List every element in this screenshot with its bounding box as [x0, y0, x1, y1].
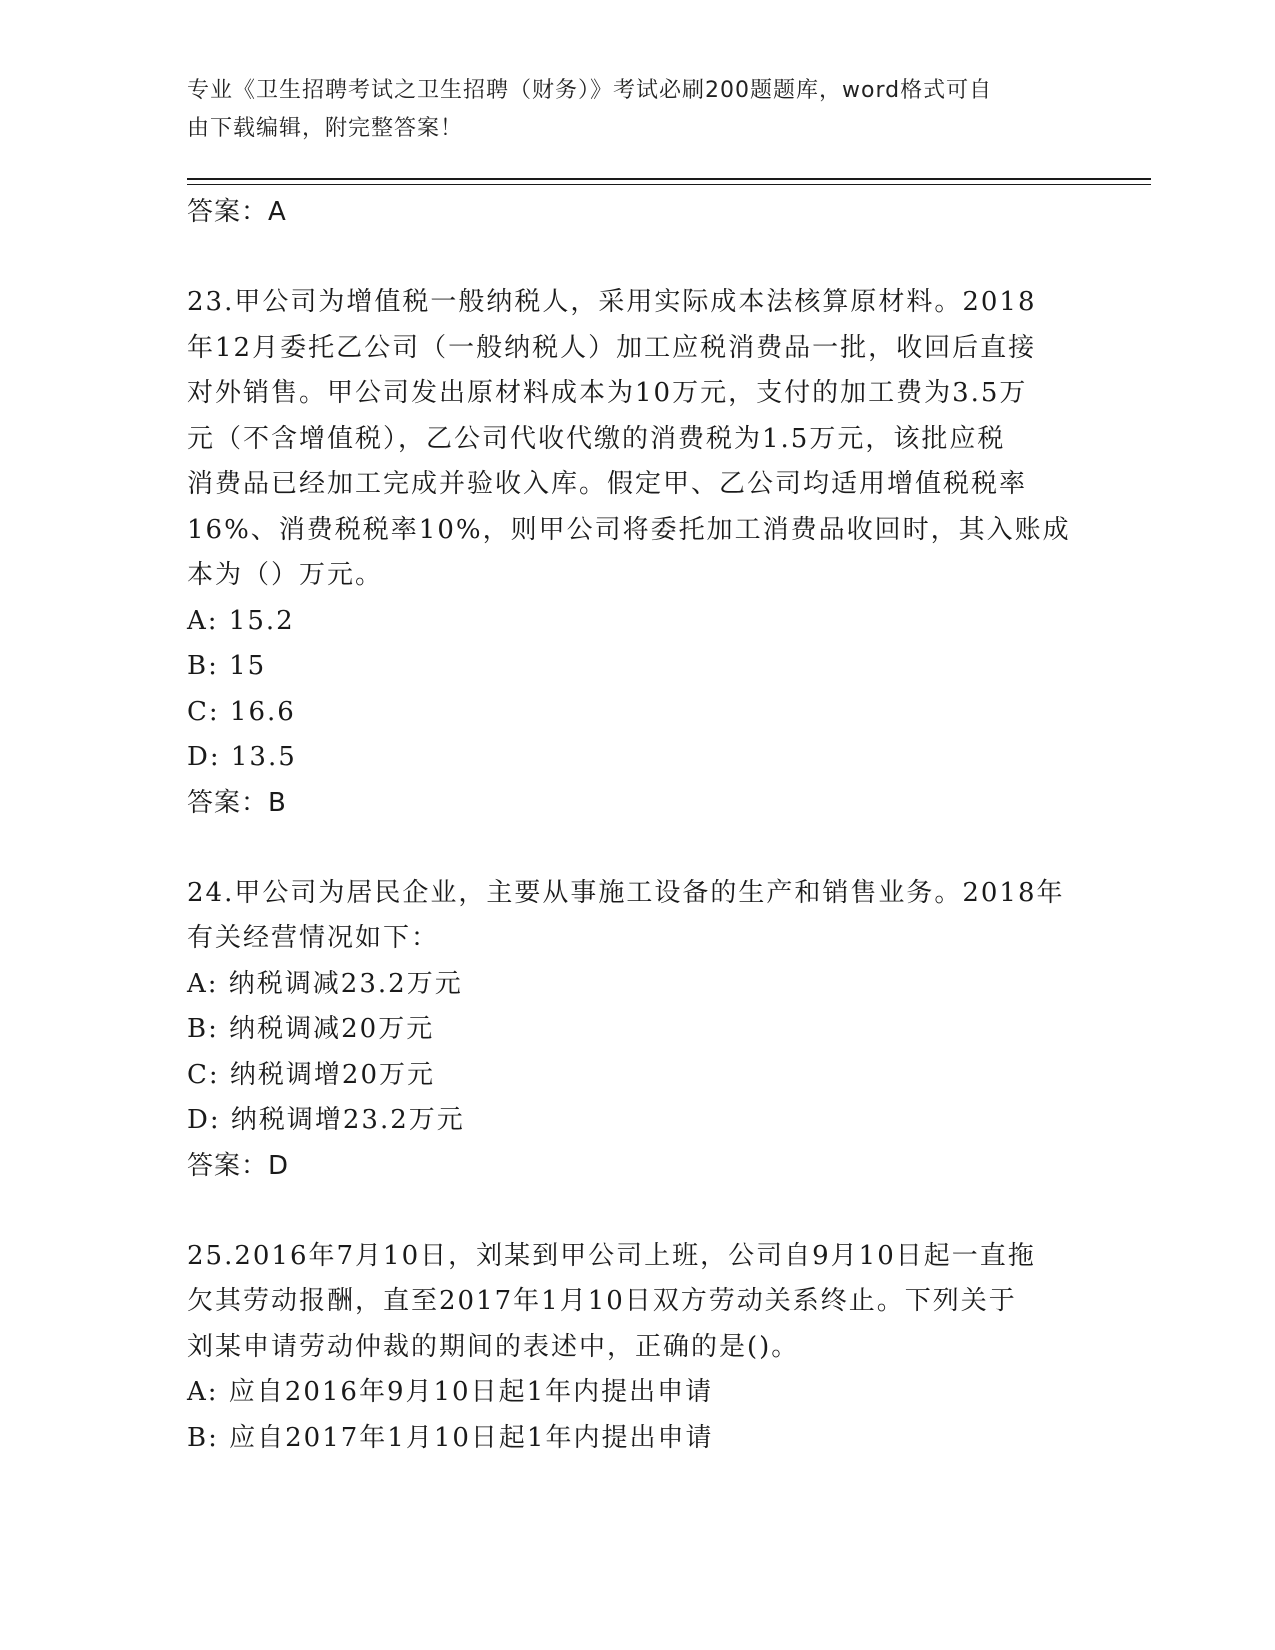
option-b: B: 15 [187, 651, 267, 681]
option-c: C: 纳税调增20万元 [187, 1059, 436, 1090]
option-a: A: 纳税调减23.2万元 [187, 968, 463, 999]
previous-answer: 答案：A [187, 197, 287, 227]
document-header [187, 72, 1067, 148]
question-line: 16%、消费税税率10%，则甲公司将委托加工消费品收回时，其入账成 [187, 514, 1071, 545]
option-a: A: 应自2016年9月10日起1年内提出申请 [187, 1377, 714, 1407]
spacer [187, 1189, 1087, 1234]
option-d: D: 纳税调增23.2万元 [187, 1105, 465, 1135]
question-line: 年12月委托乙公司（一般纳税人）加工应税消费品一批，收回后直接 [187, 332, 1037, 363]
question-line: 欠其劳动报酬，直至2017年1月10日双方劳动关系终止。下列关于 [187, 1286, 1017, 1316]
spacer [187, 235, 1087, 280]
header-rule-thin [187, 184, 1151, 185]
spacer [187, 826, 1087, 871]
answer-label: 答案：B [187, 787, 287, 818]
question-line: 有关经营情况如下： [187, 923, 440, 953]
question-line: 对外销售。甲公司发出原材料成本为10万元，支付的加工费为3.5万 [187, 378, 1028, 408]
header-line-2: 由下载编辑，附完整答案！ [187, 116, 464, 141]
header-rule-thick [187, 178, 1151, 180]
option-d: D: 13.5 [187, 742, 297, 772]
option-b: B: 纳税调减20万元 [187, 1014, 435, 1044]
question-block-25 [187, 1234, 1087, 1462]
question-line: 25.2016年7月10日，刘某到甲公司上班，公司自9月10日起一直拖 [187, 1240, 1036, 1271]
question-line: 23.甲公司为增值税一般纳税人，采用实际成本法核算原材料。2018 [187, 287, 1037, 317]
question-line: 24.甲公司为居民企业，主要从事施工设备的生产和销售业务。2018年 [187, 877, 1065, 908]
question-line: 元（不含增值税），乙公司代收代缴的消费税为1.5万元，该批应税 [187, 423, 1006, 454]
option-a: A: 15.2 [187, 605, 295, 636]
document-body [187, 190, 1087, 1461]
question-block-24 [187, 871, 1087, 1189]
answer-label: 答案：D [187, 1150, 290, 1181]
option-c: C: 16.6 [187, 696, 296, 727]
option-b: B: 应自2017年1月10日起1年内提出申请 [187, 1422, 714, 1453]
question-block-23 [187, 280, 1087, 826]
question-line: 本为（）万元。 [187, 560, 384, 590]
question-line: 消费品已经加工完成并验收入库。假定甲、乙公司均适用增值税税率 [187, 469, 1028, 499]
header-line-1: 专业《卫生招聘考试之卫生招聘（财务）》考试必刷200题题库，word格式可自 [187, 78, 993, 103]
question-line: 刘某申请劳动仲裁的期间的表述中，正确的是()。 [187, 1331, 800, 1362]
